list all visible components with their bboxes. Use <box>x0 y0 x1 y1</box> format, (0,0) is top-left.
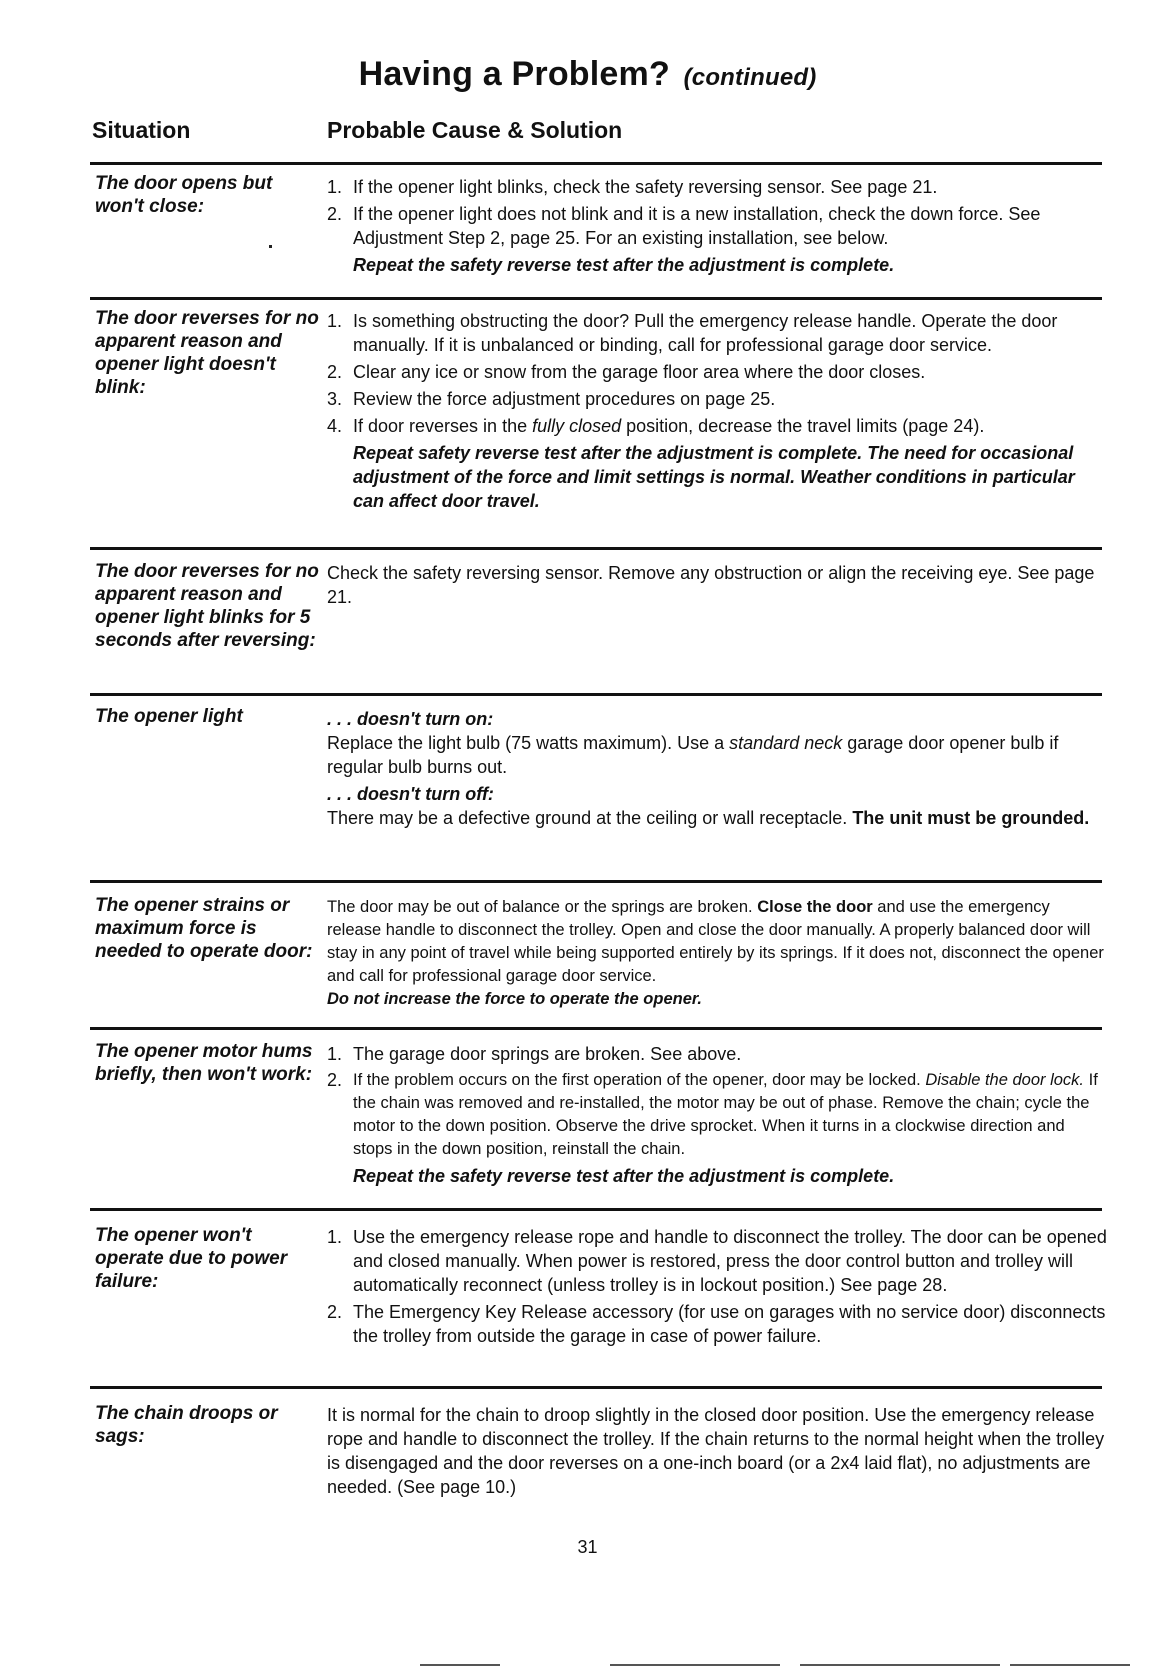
page-title <box>0 55 1175 94</box>
solution-item: 2. If the opener light does not blink and it is a new installation, check the down force. See Adjustment Step 2, page 25. For an existing installation, see below. <box>327 204 1041 248</box>
solution-block <box>327 561 1107 609</box>
title-continued: (continued) <box>683 64 817 91</box>
solution-text: There may be a defective ground at the ceiling or wall receptacle. The unit must be grounded. <box>327 808 1090 828</box>
solution-note: Repeat the safety reverse test after the adjustment is complete. <box>353 255 895 275</box>
row-divider <box>90 693 1102 696</box>
solution-note: Repeat the safety reverse test after the adjustment is complete. <box>353 1166 895 1186</box>
page-number: 31 <box>577 1537 598 1557</box>
situation-label: The chain droops or sags: <box>95 1403 278 1447</box>
column-header-solution: Probable Cause & Solution <box>327 117 623 143</box>
row-divider <box>90 547 1102 550</box>
row-divider <box>90 880 1102 883</box>
solution-block <box>327 175 1107 277</box>
solution-note: Do not increase the force to operate the opener. <box>327 990 702 1008</box>
solution-item: 1. The garage door springs are broken. See above. <box>327 1044 742 1064</box>
title-text: Having a Problem? <box>358 55 670 93</box>
solution-subheading: . . . doesn't turn off: <box>327 784 494 804</box>
solution-block <box>327 309 1107 513</box>
scan-artifact <box>0 1664 1175 1668</box>
solution-item: 1. If the opener light blinks, check the safety reversing sensor. See page 21. <box>327 177 938 197</box>
solution-item: 2. Clear any ice or snow from the garage floor area where the door closes. <box>327 362 926 382</box>
column-header-situation: Situation <box>92 117 191 143</box>
row-divider <box>90 162 1102 165</box>
solution-subheading: . . . doesn't turn on: <box>327 709 494 729</box>
solution-block <box>327 1042 1107 1188</box>
row-divider <box>90 1386 1102 1389</box>
situation-label: The opener strains or maximum force is needed to operate door: <box>95 895 313 962</box>
solution-text: It is normal for the chain to droop slightly in the closed door position. Use the emergency release rope and handle to disconnect the trolley. If the chain returns to the normal height when the trolley is disengaged and the door reverses on a one-inch board (or a 2x4 laid flat), no adjustments are needed. (See page 10.) <box>327 1405 1105 1497</box>
solution-text: Check the safety reversing sensor. Remove any obstruction or align the receiving eye. See page 21. <box>327 563 1095 607</box>
row-divider <box>90 297 1102 300</box>
situation-label: The opener light <box>95 706 243 727</box>
solution-item: 4. If door reverses in the fully closed position, decrease the travel limits (page 24). <box>327 416 985 436</box>
solution-item: 2. If the problem occurs on the first operation of the opener, door may be locked. Disable the door lock. If the chain was removed and re-installed, the motor may be out of phase. Remove the chain; cycle the motor to the down position. Observe the drive sprocket. When it turns in a clockwise direction and stops in the down position, reinstall the chain. <box>327 1070 1098 1158</box>
solution-block <box>327 1225 1107 1351</box>
solution-block <box>327 707 1107 830</box>
solution-item: 2. The Emergency Key Release accessory (for use on garages with no service door) disconnects the trolley from outside the garage in case of power failure. <box>327 1302 1106 1346</box>
solution-block <box>327 1403 1107 1499</box>
stray-mark <box>269 245 272 248</box>
solution-block <box>327 896 1107 1011</box>
situation-label: The opener motor hums briefly, then won't work: <box>95 1041 313 1085</box>
row-divider <box>90 1208 1102 1211</box>
situation-label: The door opens but won't close: <box>95 173 273 217</box>
solution-item: 1. Is something obstructing the door? Pull the emergency release handle. Operate the door manually. If it is unbalanced or binding, call for professional garage door service. <box>327 311 1058 355</box>
row-divider <box>90 1027 1102 1030</box>
situation-label: The door reverses for no apparent reason and opener light blinks for 5 seconds after reversing: <box>95 561 319 651</box>
situation-label: The door reverses for no apparent reason and opener light doesn't blink: <box>95 308 319 398</box>
solution-text: Replace the light bulb (75 watts maximum). Use a standard neck garage door opener bulb if regular bulb burns out. <box>327 733 1059 777</box>
solution-note: Repeat safety reverse test after the adjustment is complete. The need for occasional adjustment of the force and limit settings is normal. Weather conditions in particular can affect door travel. <box>353 443 1075 511</box>
solution-item: 1. Use the emergency release rope and handle to disconnect the trolley. The door can be opened and closed manually. When power is restored, press the door control button and trolley will automatically reconnect (unless trolley is in lockout position.) See page 28. <box>327 1227 1107 1295</box>
situation-label: The opener won't operate due to power failure: <box>95 1225 288 1292</box>
solution-text: The door may be out of balance or the springs are broken. Close the door and use the emergency release handle to disconnect the trolley. Open and close the door manually. A properly balanced door will stay in any point of travel while being supported entirely by its springs. If it does not, disconnect the opener and call for professional garage door service. <box>327 898 1104 985</box>
solution-item: 3. Review the force adjustment procedures on page 25. <box>327 389 776 409</box>
